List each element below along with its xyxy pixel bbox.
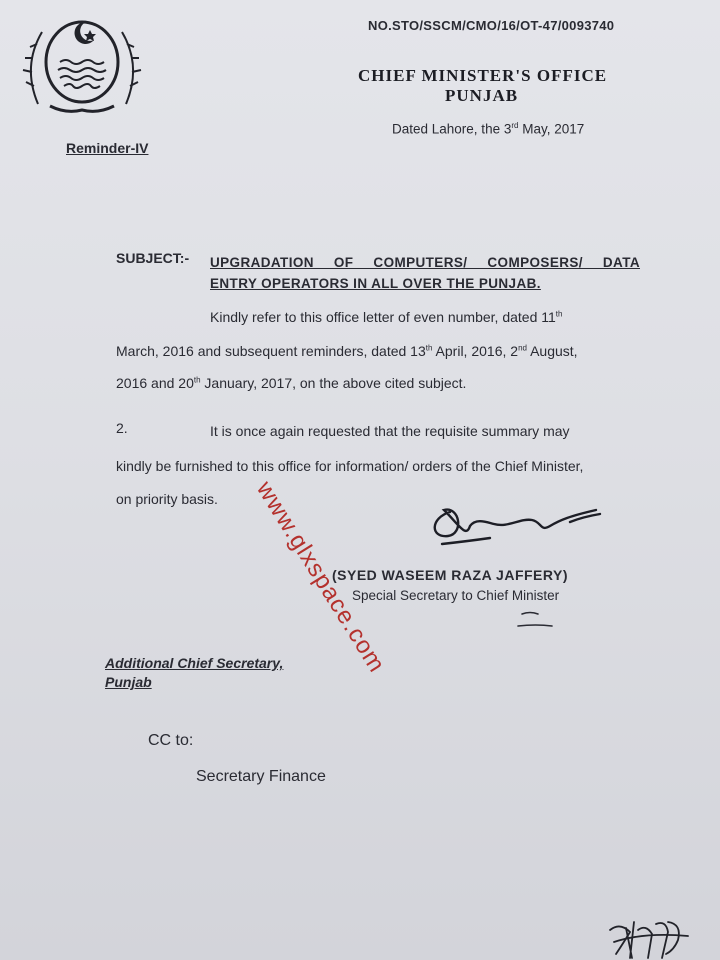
scribble-stamp	[604, 908, 696, 960]
addressee-line-2: Punjab	[105, 674, 152, 690]
para1-line3: 2016 and 20th January, 2017, on the above cited subject.	[116, 375, 467, 391]
ink-mark	[500, 610, 570, 634]
para1-line2: March, 2016 and subsequent reminders, dated 13th April, 2016, 2nd August,	[116, 343, 578, 359]
subject-label: SUBJECT:-	[116, 250, 190, 266]
para2-number: 2.	[116, 420, 128, 436]
signatory-name: (SYED WASEEM RAZA JAFFERY)	[332, 567, 568, 583]
para2-line2: kindly be furnished to this office for information/ orders of the Chief Minister,	[116, 458, 584, 474]
reminder-label: Reminder-IV	[66, 140, 149, 156]
para2-line3: on priority basis.	[116, 491, 218, 507]
signatory-title: Special Secretary to Chief Minister	[352, 588, 560, 603]
cc-item: Secretary Finance	[196, 768, 326, 785]
subject-line-2: ENTRY OPERATORS IN ALL OVER THE PUNJAB.	[210, 276, 541, 291]
para1-line1: Kindly refer to this office letter of even number, dated 11th	[210, 309, 563, 325]
province-title: PUNJAB	[445, 86, 519, 105]
watermark-text: www.glxspace.com	[250, 476, 391, 678]
addressee-line-1: Additional Chief Secretary,	[105, 655, 284, 671]
office-title: CHIEF MINISTER'S OFFICE	[358, 66, 608, 85]
para2-line1: It is once again requested that the requisite summary may	[210, 423, 570, 439]
punjab-seal-logo	[20, 6, 144, 118]
reference-number: NO.STO/SSCM/CMO/16/OT-47/0093740	[368, 18, 615, 33]
letter-date: Dated Lahore, the 3rd May, 2017	[392, 121, 585, 137]
cc-label: CC to:	[148, 732, 194, 749]
signature	[420, 496, 610, 556]
subject-line-1: UPGRADATION OF COMPUTERS/ COMPOSERS/ DATA	[210, 255, 640, 270]
